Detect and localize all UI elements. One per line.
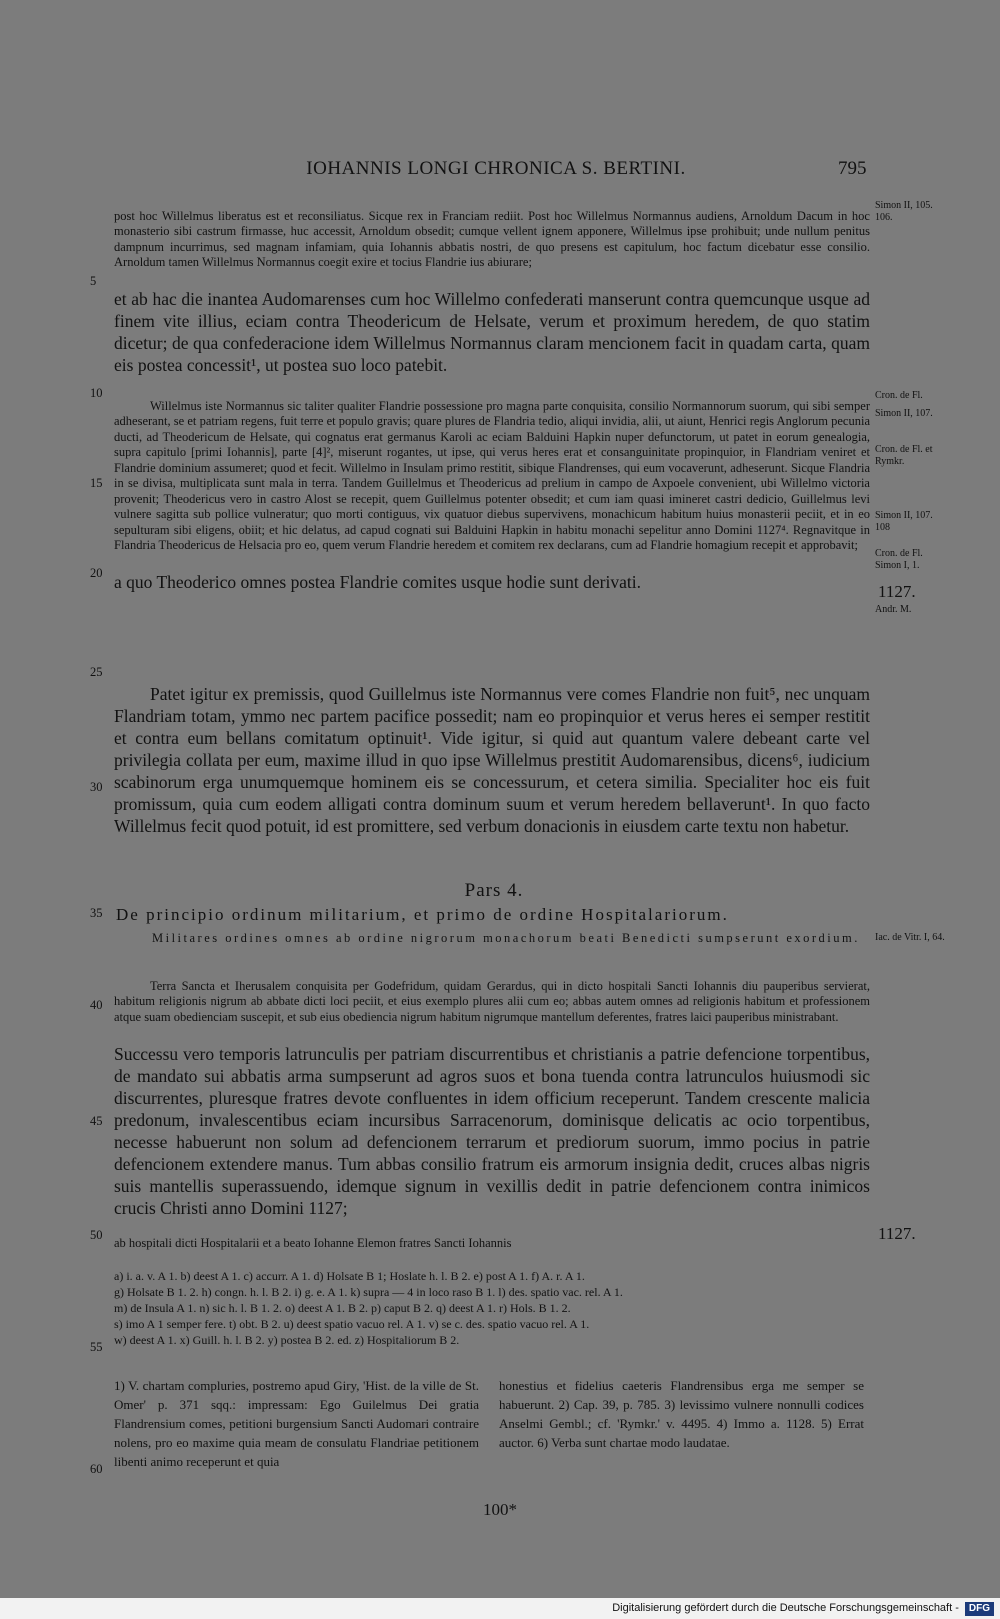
footnotes-right <box>499 1376 864 1452</box>
running-header: IOHANNIS LONGI CHRONICA S. BERTINI. <box>306 158 686 179</box>
line-number: 15 <box>90 476 103 490</box>
chapter-subrubric: Militares ordines omnes ab ordine nigrorum monachorum beati Benedicti sumpserunt exordium. <box>152 931 860 945</box>
paragraph-2-small: Willelmus iste Normannus sic taliter qualiter Flandrie possessione pro magna parte conquisita, consilio Normannorum suorum, qui sibi semper adheserant, se et patriam regens, fuit terre et populo gravis; quare plures de Flandria tedio, aliqui invidia, alii, ut aiunt, Henrici regis Anglorum pecunia ducti, ad Theodericum de Helsate, qui cognatus erat germanus Karoli ac eciam Balduini Hapkin nuper defunctorum, ut patet in eorum genealogia, supra capitulo [primi Iohannis], parte [4]², miserunt rogantes, ut ipse, qui verus heres erat et consanguinitate propinquior, in Flandriam veniret et Flandrie dominium assumeret; quod et fecit. Willelmo in Insulam primo restitit, sibique Flandrenses, qui eum vocaverunt, adheserunt. Sicque Flandria in se divisa, multiplicata sunt mala in terra. Tandem Guillelmus et Theodericus ad prelium in campo de Axpoele convenient, ubi Willelmo victoria provenit; Theodericus vero in castro Alost se recepit, quem Guillelmus potenter obsedit; et cum iam quasi imineret castri dedicio, Guillelmus levi vulnere sagitta sub pollice vulneratur; quo morti contiguus, vix quatuor diebus supervivens, monachicum habitum huius monasterii peciit, et in eo sepulturam sibi eligens, obiit; et hic delatus, ad capud cognati sui Balduini Hapkin in habitu monachi sepelitur anno Domini 1127⁴. Regnavitque in Flandria Theodericus de Helsacia pro eo, quem verum Flandrie heredem et comitem rex declarans, cum ad Flandrie homagium recepit et approbavit; <box>114 398 870 552</box>
footnotes-left <box>114 1376 479 1471</box>
line-number: 25 <box>90 665 103 679</box>
dfg-logo: DFG <box>965 1602 994 1616</box>
paragraph-1 <box>114 196 870 394</box>
paragraph-2-large: a quo Theoderico omnes postea Flandrie comites usque hodie sunt derivati. <box>114 572 641 592</box>
paragraph-4 <box>114 966 870 1264</box>
margin-note: Simon II, 107. <box>875 408 933 419</box>
variant-notes <box>114 1268 870 1348</box>
paragraph-1-large: et ab hac die inantea Audomarenses cum hoc Willelmo confederati manserunt contra quemcunque usque ad finem vite illius, eciam contra Theodericum de Helsate, verum et proximum heredem, de quo statim dicetur; de qua confederacione idem Willelmus Normannus claram mencionem facit in quadam carta, quam eis postea concessit¹, ut postea suo loco patebit. <box>114 289 870 375</box>
line-number: 30 <box>90 780 103 794</box>
variant-note-line: s) imo A 1 semper fere. t) obt. B 2. u) deest spatio vacuo rel. A 1. v) se c. des. spatio vacuo rel. A 1. <box>114 1317 590 1331</box>
paragraph-3 <box>114 665 870 854</box>
variant-note-line: w) deest A 1. x) Guill. h. l. B 2. y) postea B 2. ed. z) Hospitaliorum B 2. <box>114 1333 460 1347</box>
paragraph-4-large: Successu vero temporis latrunculis per patriam discurrentibus et christianis a patrie defencione torpentibus, de mandato sui abbatis arma sumpserunt ad agros suos et bona tuenda contra latrunculos huiusmodi sic discurrentes, pluresque fratres devote confluentes in idem officium receperunt. Tandem crescente malicia predonum, invalescentibus eciam incursibus Sarracenorum, dominisque delicatis ac ocio torpentibus, necesse habuerunt non solum ad defencionem terrarum et prediorum suorum, immo pocius in patrie defencionem extendere manus. Tum abbas consilio fratrum eis armorum insignia dedit, cruces albas nigris suis mantellis superassuendo, idemque signum in vexillis dedit in patrie defencionem contra inimicos crucis Christi anno Domini 1127; <box>114 1043 870 1218</box>
line-number: 60 <box>90 1462 103 1476</box>
variant-note-line: m) de Insula A 1. n) sic h. l. B 1. 2. o) deest A 1. B 2. p) caput B 2. q) deest A 1. r) Hols. B 1. 2. <box>114 1301 571 1315</box>
paragraph-4-tail: ab hospitali dicti Hospitalarii et a beato Iohanne Elemon fratres Sancti Iohannis <box>114 1236 512 1250</box>
margin-year: 1127. <box>878 1224 916 1243</box>
footnote-text: honestius et fidelius caeteris Flandrensibus erga me semper se habuerunt. 2) Cap. 39, p. 785. 3) levissimo vulnere nonnulli codices Anselmi Gembl.; cf. 'Rymkr.' v. 4495. 4) Immo a. 1128. 5) Errat auctor. 6) Verba sunt chartae modo laudatae. <box>499 1378 864 1450</box>
paragraph-4-small: Terra Sancta et Iherusalem conquisita per Godefridum, quidam Gerardus, qui in dicto hospitali Sancti Iohannis diu pauperibus servierat, habitum religionis nigrum ab abbate dicti loci peciit, et eius exemplo plures alii cum eo; abbas autem omnes ad religionis habitum et professionem atque suam obedienciam suscepit, et sub eius obediencia nigrum habitum nigrumque mantellum deferentes, fratres laici pauperibus ministrabant. <box>114 978 870 1024</box>
line-number: 50 <box>90 1228 103 1242</box>
variant-note-line: a) i. a. v. A 1. b) deest A 1. c) accurr. A 1. d) Holsate B 1; Hoslate h. l. B 2. e) post A 1. f) A. r. A 1. <box>114 1269 585 1283</box>
chapter-rubric: De principio ordinum militarium, et primo de ordine Hospitalariorum. <box>116 905 729 924</box>
dfg-funding-bar <box>0 1598 1000 1619</box>
margin-note: Simon II, 105. 106. <box>875 200 933 223</box>
margin-note: Cron. de Fl. et Rymkr. <box>875 444 933 467</box>
pars-heading: Pars 4. <box>464 880 524 901</box>
line-number: 55 <box>90 1340 103 1354</box>
paragraph-1-small: post hoc Willelmus liberatus est et reconsiliatus. Sicque rex in Franciam rediit. Post hoc Willelmus Normannus audiens, Arnoldum Dacum in hoc monasterio sibi castrum firmasse, huc accessit, Arnoldum obsedit; cumque vellent ignem apponere, Willelmus ipse prohibuit; unde nullum penitus dampnum incurrimus, sed magnam infamiam, quia Iohannis abbatis nostri, de quo presens est capitulum, hoc factum dicebatur esse consilio. Arnoldum tamen Willelmus Normannus coegit exire et tocius Flandrie ius abiurare; <box>114 208 870 269</box>
line-number: 20 <box>90 566 103 580</box>
line-number: 10 <box>90 386 103 400</box>
bottom-page-number: 100* <box>483 1500 517 1519</box>
margin-note: Cron. de Fl. Simon I, 1. <box>875 548 923 571</box>
margin-note: Andr. M. <box>875 604 912 615</box>
margin-year: 1127. <box>878 582 916 601</box>
margin-note: Iac. de Vitr. I, 64. <box>875 932 945 943</box>
footnote-text: 1) V. chartam compluries, postremo apud Giry, 'Hist. de la ville de St. Omer' p. 371 sqq.: impressam: Ego Guilelmus Dei gratia Flandrensium comes, petitioni burgensium Sancti Audomari contraire nolens, pro eo maxime quia meam de consulatu Flandriae petitionem libenti animo receperunt et quia <box>114 1378 479 1469</box>
margin-note: Simon II, 107. 108 <box>875 510 933 533</box>
paragraph-2 <box>114 386 870 611</box>
dfg-funding-text: Digitalisierung gefördert durch die Deutsche Forschungsgemeinschaft - <box>612 1602 959 1614</box>
paragraph-3-large: Patet igitur ex premissis, quod Guillelmus iste Normannus vere comes Flandrie non fuit⁵, nec unquam Flandriam totam, ymmo nec partem pacifice possedit; nam eo propinquior et verus heres ei semper restitit et contra eum bellans comitatum optinuit¹. Vide igitur, si quid aut quantum valere debeant carte vel privilegia collata per eum, maxime illud in quo ipse Willelmus prestitit Audomarensibus, dicens⁶, iudicium scabinorum erga unumquemque hominem eis se concessurum, et cetera similia. Specialiter hoc eis fuit promissum, quia cum eodem alligati contra dominum suum et verum heredem bellaverunt¹. In quo facto Willelmus fecit quod potuit, id est promittere, sed verbum donacionis in eiusdem carte textu non habetur. <box>114 683 870 836</box>
margin-note: Cron. de Fl. <box>875 390 923 401</box>
variant-note-line: g) Holsate B 1. 2. h) congn. h. l. B 2. i) g. e. A 1. k) supra — 4 in loco raso B 1. l) des. spatio vac. rel. A 1. <box>114 1285 623 1299</box>
line-number: 5 <box>90 274 97 288</box>
page-number: 795 <box>838 158 867 179</box>
line-number: 35 <box>90 906 103 920</box>
line-number: 45 <box>90 1114 103 1128</box>
line-number: 40 <box>90 998 103 1012</box>
